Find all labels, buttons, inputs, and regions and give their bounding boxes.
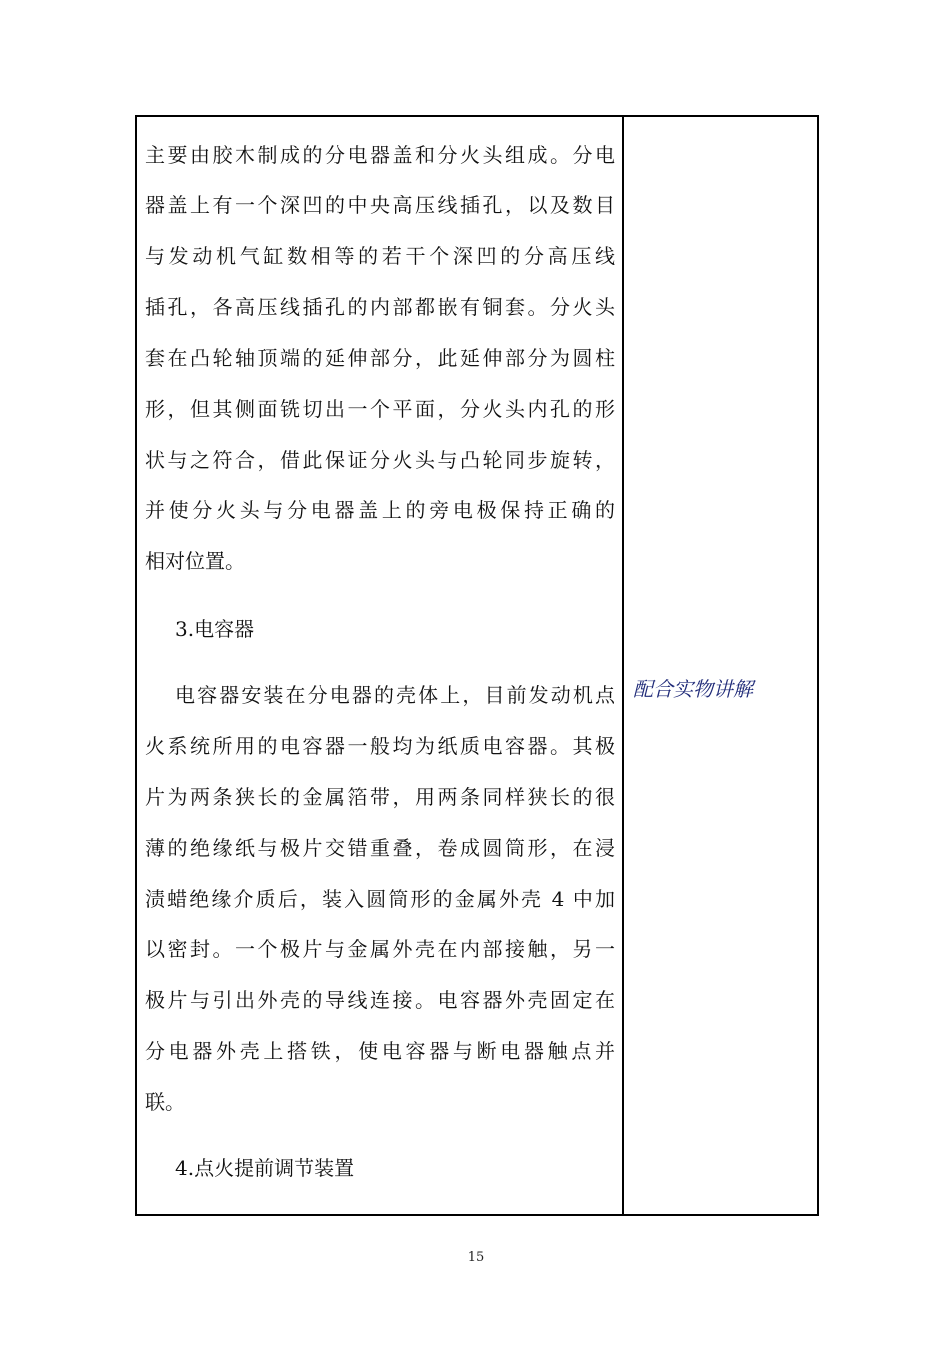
text-line: 主要由胶木制成的分电器盖和分火头组成。分电 bbox=[145, 143, 615, 167]
text-line: 渍蜡绝缘介质后，装入圆筒形的金属外壳 4 中加 bbox=[145, 887, 615, 911]
text-line: 片为两条狭长的金属箔带，用两条同样狭长的很 bbox=[145, 785, 615, 809]
text-line: 形，但其侧面铣切出一个平面，分火头内孔的形 bbox=[145, 397, 615, 421]
text-line: 联。 bbox=[145, 1090, 185, 1114]
text-line: 插孔，各高压线插孔的内部都嵌有铜套。分火头 bbox=[145, 295, 615, 319]
text-line: 以密封。一个极片与金属外壳在内部接触，另一 bbox=[145, 937, 615, 961]
text-line: 分电器外壳上搭铁，使电容器与断电器触点并 bbox=[145, 1039, 615, 1063]
text-line: 状与之符合，借此保证分火头与凸轮同步旋转， bbox=[145, 448, 615, 472]
page-number: 15 bbox=[467, 1250, 485, 1265]
text-line: 并使分火头与分电器盖上的旁电极保持正确的 bbox=[145, 498, 615, 522]
text-line: 电容器安装在分电器的壳体上，目前发动机点 bbox=[175, 683, 615, 707]
content-table bbox=[135, 115, 819, 1216]
section-heading: 3.电容器 bbox=[175, 617, 255, 641]
text-line: 薄的绝缘纸与极片交错重叠，卷成圆筒形，在浸 bbox=[145, 836, 615, 860]
column-divider bbox=[622, 117, 624, 1214]
text-line: 相对位置。 bbox=[145, 549, 245, 573]
text-line: 极片与引出外壳的导线连接。电容器外壳固定在 bbox=[145, 988, 615, 1012]
text-line: 器盖上有一个深凹的中央高压线插孔，以及数目 bbox=[145, 193, 615, 217]
main-text-cell bbox=[145, 117, 617, 1214]
section-heading: 4.点火提前调节装置 bbox=[175, 1156, 355, 1180]
side-note: 配合实物讲解 bbox=[633, 677, 753, 701]
text-line: 与发动机气缸数相等的若干个深凹的分高压线 bbox=[145, 244, 615, 268]
text-line: 火系统所用的电容器一般均为纸质电容器。其极 bbox=[145, 734, 615, 758]
text-line: 套在凸轮轴顶端的延伸部分，此延伸部分为圆柱 bbox=[145, 346, 615, 370]
